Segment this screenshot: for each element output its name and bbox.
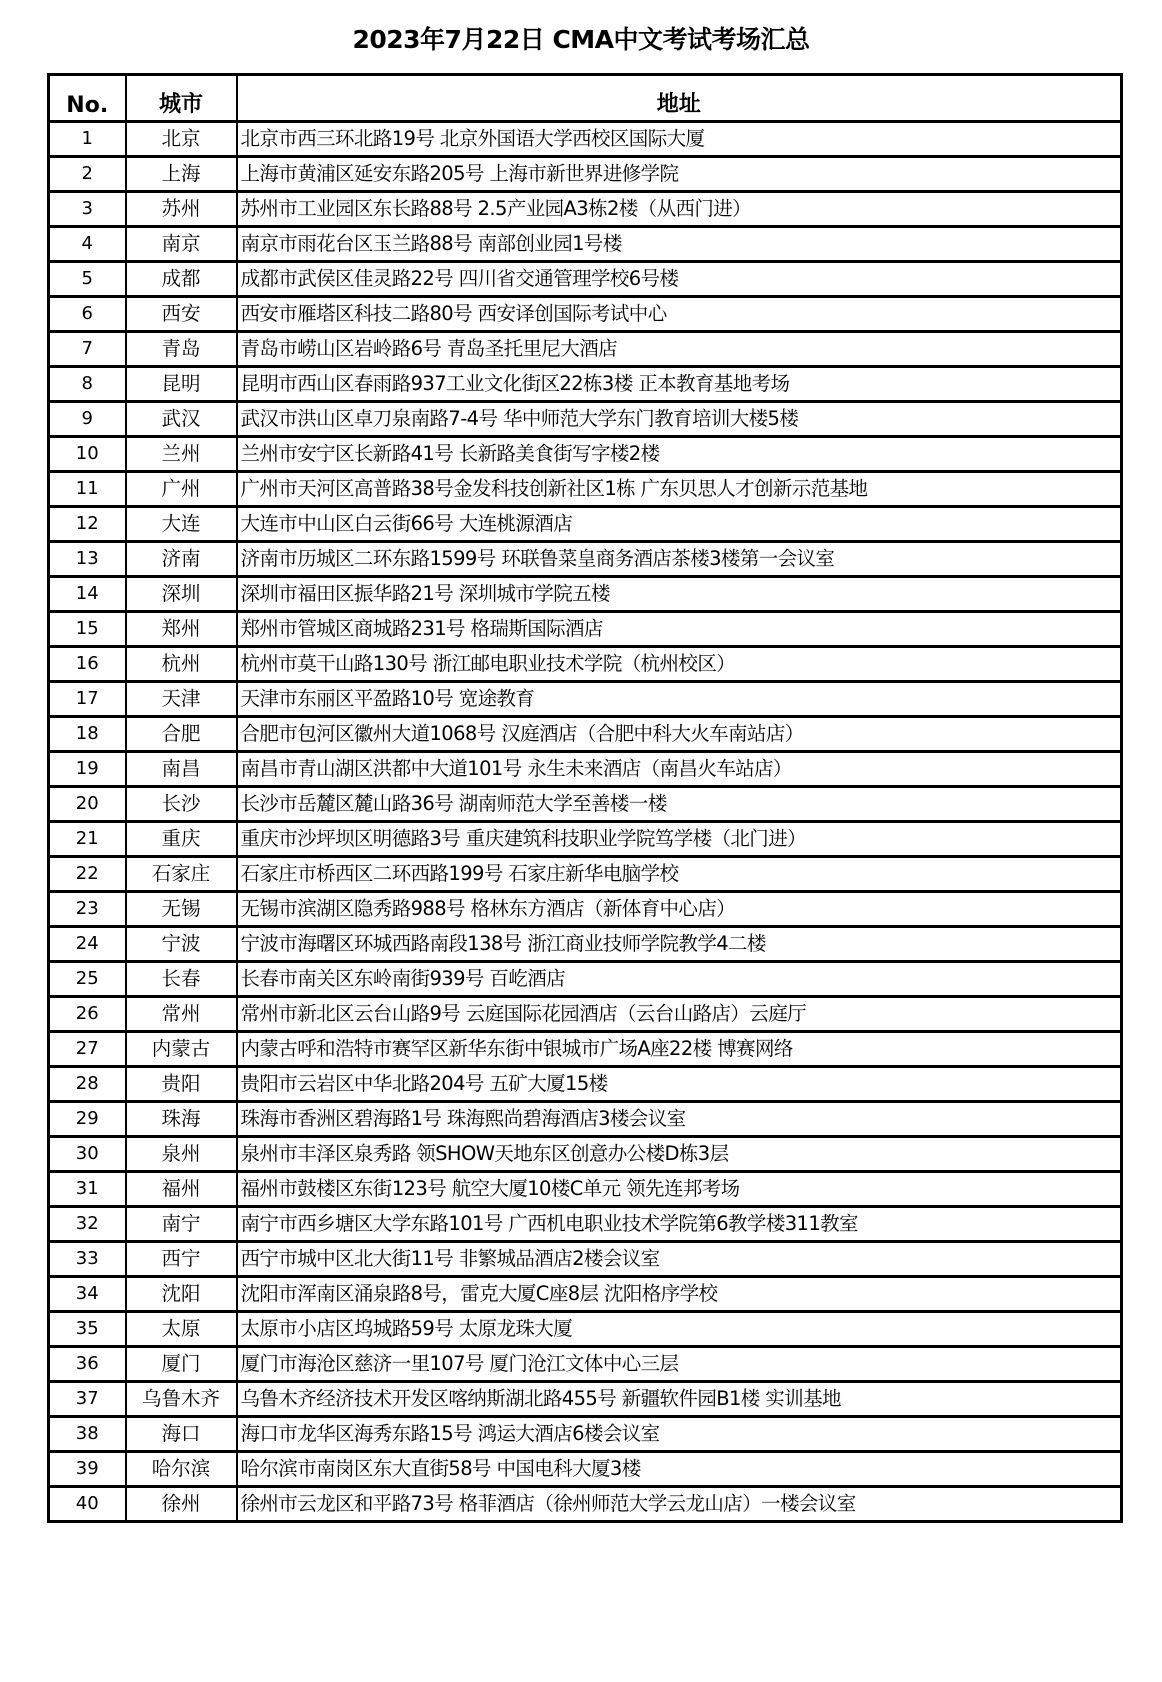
address-cell: 南昌市青山湖区洪都中大道101号 永生未来酒店（南昌火车站店） (237, 752, 1122, 787)
city-cell: 无锡 (126, 892, 237, 927)
table-row (49, 1102, 1122, 1137)
city-cell: 武汉 (126, 402, 237, 437)
city-cell: 宁波 (126, 927, 237, 962)
address-cell: 苏州市工业园区东长路88号 2.5产业园A3栋2楼（从西门进） (237, 192, 1122, 227)
address-cell: 长春市南关区东岭南街939号 百屹酒店 (237, 962, 1122, 997)
address-cell: 西安市雁塔区科技二路80号 西安译创国际考试中心 (237, 297, 1122, 332)
address-cell: 长沙市岳麓区麓山路36号 湖南师范大学至善楼一楼 (237, 787, 1122, 822)
city-cell: 昆明 (126, 367, 237, 402)
city-cell: 贵阳 (126, 1067, 237, 1102)
table-row (49, 1277, 1122, 1312)
table-header-row (49, 75, 1122, 122)
city-cell: 福州 (126, 1172, 237, 1207)
address-cell: 泉州市丰泽区泉秀路 领SHOW天地东区创意办公楼D栋3层 (237, 1137, 1122, 1172)
city-cell: 沈阳 (126, 1277, 237, 1312)
address-cell: 无锡市滨湖区隐秀路988号 格林东方酒店（新体育中心店） (237, 892, 1122, 927)
table-row (49, 227, 1122, 262)
table-row (49, 297, 1122, 332)
address-cell: 内蒙古呼和浩特市赛罕区新华东街中银城市广场A座22楼 博赛网络 (237, 1032, 1122, 1067)
table-row (49, 822, 1122, 857)
city-cell: 长春 (126, 962, 237, 997)
table-row (49, 367, 1122, 402)
table-row (49, 682, 1122, 717)
address-cell: 重庆市沙坪坝区明德路3号 重庆建筑科技职业学院笃学楼（北门进） (237, 822, 1122, 857)
city-cell: 苏州 (126, 192, 237, 227)
address-cell: 天津市东丽区平盈路10号 宽途教育 (237, 682, 1122, 717)
address-cell: 上海市黄浦区延安东路205号 上海市新世界进修学院 (237, 157, 1122, 192)
city-cell: 石家庄 (126, 857, 237, 892)
table-row (49, 1172, 1122, 1207)
city-cell: 兰州 (126, 437, 237, 472)
city-cell: 常州 (126, 997, 237, 1032)
city-cell: 南宁 (126, 1207, 237, 1242)
row-number: 19 (49, 752, 126, 787)
address-cell: 太原市小店区坞城路59号 太原龙珠大厦 (237, 1312, 1122, 1347)
city-cell: 广州 (126, 472, 237, 507)
row-number: 22 (49, 857, 126, 892)
row-number: 33 (49, 1242, 126, 1277)
row-number: 35 (49, 1312, 126, 1347)
city-cell: 海口 (126, 1417, 237, 1452)
row-number: 31 (49, 1172, 126, 1207)
address-cell: 珠海市香洲区碧海路1号 珠海熙尚碧海酒店3楼会议室 (237, 1102, 1122, 1137)
address-cell: 徐州市云龙区和平路73号 格菲酒店（徐州师范大学云龙山店）一楼会议室 (237, 1487, 1122, 1522)
address-cell: 昆明市西山区春雨路937工业文化街区22栋3楼 正本教育基地考场 (237, 367, 1122, 402)
address-cell: 合肥市包河区徽州大道1068号 汉庭酒店（合肥中科大火车南站店） (237, 717, 1122, 752)
city-cell: 西宁 (126, 1242, 237, 1277)
address-cell: 石家庄市桥西区二环西路199号 石家庄新华电脑学校 (237, 857, 1122, 892)
city-cell: 天津 (126, 682, 237, 717)
row-number: 4 (49, 227, 126, 262)
address-cell: 福州市鼓楼区东街123号 航空大厦10楼C单元 领先连邦考场 (237, 1172, 1122, 1207)
table-row (49, 1382, 1122, 1417)
city-cell: 太原 (126, 1312, 237, 1347)
table-row (49, 717, 1122, 752)
city-cell: 徐州 (126, 1487, 237, 1522)
table-row (49, 752, 1122, 787)
table-row (49, 1242, 1122, 1277)
city-cell: 合肥 (126, 717, 237, 752)
row-number: 37 (49, 1382, 126, 1417)
row-number: 10 (49, 437, 126, 472)
address-cell: 宁波市海曙区环城西路南段138号 浙江商业技师学院教学4二楼 (237, 927, 1122, 962)
address-cell: 南宁市西乡塘区大学东路101号 广西机电职业技术学院第6教学楼311教室 (237, 1207, 1122, 1242)
city-cell: 西安 (126, 297, 237, 332)
table-row (49, 1067, 1122, 1102)
row-number: 26 (49, 997, 126, 1032)
page-title: 2023年7月22日 CMA中文考试考场汇总 (352, 25, 810, 54)
table-row (49, 1137, 1122, 1172)
city-cell: 成都 (126, 262, 237, 297)
table-row (49, 612, 1122, 647)
row-number: 11 (49, 472, 126, 507)
address-cell: 海口市龙华区海秀东路15号 鸿运大酒店6楼会议室 (237, 1417, 1122, 1452)
row-number: 9 (49, 402, 126, 437)
table-row (49, 1417, 1122, 1452)
address-cell: 广州市天河区高普路38号金发科技创新社区1栋 广东贝思人才创新示范基地 (237, 472, 1122, 507)
address-cell: 沈阳市浑南区涌泉路8号，雷克大厦C座8层 沈阳格序学校 (237, 1277, 1122, 1312)
table-row (49, 332, 1122, 367)
city-cell: 大连 (126, 507, 237, 542)
table-row (49, 857, 1122, 892)
city-cell: 泉州 (126, 1137, 237, 1172)
row-number: 30 (49, 1137, 126, 1172)
address-cell: 大连市中山区白云街66号 大连桃源酒店 (237, 507, 1122, 542)
city-cell: 杭州 (126, 647, 237, 682)
row-number: 29 (49, 1102, 126, 1137)
table-row (49, 1032, 1122, 1067)
row-number: 34 (49, 1277, 126, 1312)
table-row (49, 787, 1122, 822)
table-row (49, 577, 1122, 612)
city-cell: 郑州 (126, 612, 237, 647)
header-address: 地址 (237, 75, 1122, 122)
row-number: 20 (49, 787, 126, 822)
table-row (49, 192, 1122, 227)
row-number: 5 (49, 262, 126, 297)
city-cell: 内蒙古 (126, 1032, 237, 1067)
address-cell: 兰州市安宁区长新路41号 长新路美食街写字楼2楼 (237, 437, 1122, 472)
table-row (49, 402, 1122, 437)
row-number: 28 (49, 1067, 126, 1102)
table-row (49, 892, 1122, 927)
table-row (49, 542, 1122, 577)
city-cell: 珠海 (126, 1102, 237, 1137)
city-cell: 北京 (126, 122, 237, 157)
row-number: 3 (49, 192, 126, 227)
row-number: 16 (49, 647, 126, 682)
table-row (49, 1312, 1122, 1347)
table-row (49, 157, 1122, 192)
row-number: 32 (49, 1207, 126, 1242)
city-cell: 深圳 (126, 577, 237, 612)
row-number: 12 (49, 507, 126, 542)
city-cell: 南昌 (126, 752, 237, 787)
city-cell: 南京 (126, 227, 237, 262)
city-cell: 长沙 (126, 787, 237, 822)
address-cell: 常州市新北区云台山路9号 云庭国际花园酒店（云台山路店）云庭厅 (237, 997, 1122, 1032)
address-cell: 西宁市城中区北大街11号 非繁城品酒店2楼会议室 (237, 1242, 1122, 1277)
address-cell: 青岛市崂山区岩岭路6号 青岛圣托里尼大酒店 (237, 332, 1122, 367)
table-body (49, 122, 1122, 1522)
row-number: 23 (49, 892, 126, 927)
exam-venue-table (47, 73, 1123, 1523)
table-row (49, 122, 1122, 157)
header-city: 城市 (126, 75, 237, 122)
city-cell: 上海 (126, 157, 237, 192)
row-number: 40 (49, 1487, 126, 1522)
address-cell: 南京市雨花台区玉兰路88号 南部创业园1号楼 (237, 227, 1122, 262)
table-row (49, 647, 1122, 682)
address-cell: 成都市武侯区佳灵路22号 四川省交通管理学校6号楼 (237, 262, 1122, 297)
table-row (49, 1487, 1122, 1522)
address-cell: 郑州市管城区商城路231号 格瑞斯国际酒店 (237, 612, 1122, 647)
row-number: 13 (49, 542, 126, 577)
address-cell: 厦门市海沧区慈济一里107号 厦门沧江文体中心三层 (237, 1347, 1122, 1382)
table-row (49, 1452, 1122, 1487)
table-row (49, 962, 1122, 997)
row-number: 27 (49, 1032, 126, 1067)
table-row (49, 437, 1122, 472)
row-number: 17 (49, 682, 126, 717)
table-row (49, 472, 1122, 507)
row-number: 24 (49, 927, 126, 962)
table-row (49, 262, 1122, 297)
row-number: 21 (49, 822, 126, 857)
row-number: 7 (49, 332, 126, 367)
city-cell: 厦门 (126, 1347, 237, 1382)
city-cell: 重庆 (126, 822, 237, 857)
table-row (49, 997, 1122, 1032)
table-row (49, 1347, 1122, 1382)
address-cell: 杭州市莫干山路130号 浙江邮电职业技术学院（杭州校区） (237, 647, 1122, 682)
address-cell: 乌鲁木齐经济技术开发区喀纳斯湖北路455号 新疆软件园B1楼 实训基地 (237, 1382, 1122, 1417)
row-number: 39 (49, 1452, 126, 1487)
address-cell: 深圳市福田区振华路21号 深圳城市学院五楼 (237, 577, 1122, 612)
city-cell: 哈尔滨 (126, 1452, 237, 1487)
row-number: 6 (49, 297, 126, 332)
row-number: 18 (49, 717, 126, 752)
row-number: 1 (49, 122, 126, 157)
table-row (49, 927, 1122, 962)
row-number: 15 (49, 612, 126, 647)
city-cell: 青岛 (126, 332, 237, 367)
address-cell: 武汉市洪山区卓刀泉南路7-4号 华中师范大学东门教育培训大楼5楼 (237, 402, 1122, 437)
city-cell: 乌鲁木齐 (126, 1382, 237, 1417)
address-cell: 贵阳市云岩区中华北路204号 五矿大厦15楼 (237, 1067, 1122, 1102)
address-cell: 北京市西三环北路19号 北京外国语大学西校区国际大厦 (237, 122, 1122, 157)
row-number: 36 (49, 1347, 126, 1382)
row-number: 2 (49, 157, 126, 192)
address-cell: 济南市历城区二环东路1599号 环联鲁菜皇商务酒店茶楼3楼第一会议室 (237, 542, 1122, 577)
row-number: 38 (49, 1417, 126, 1452)
address-cell: 哈尔滨市南岗区东大直街58号 中国电科大厦3楼 (237, 1452, 1122, 1487)
table-row (49, 1207, 1122, 1242)
row-number: 8 (49, 367, 126, 402)
row-number: 25 (49, 962, 126, 997)
row-number: 14 (49, 577, 126, 612)
table-row (49, 507, 1122, 542)
header-no: No. (49, 75, 126, 122)
city-cell: 济南 (126, 542, 237, 577)
